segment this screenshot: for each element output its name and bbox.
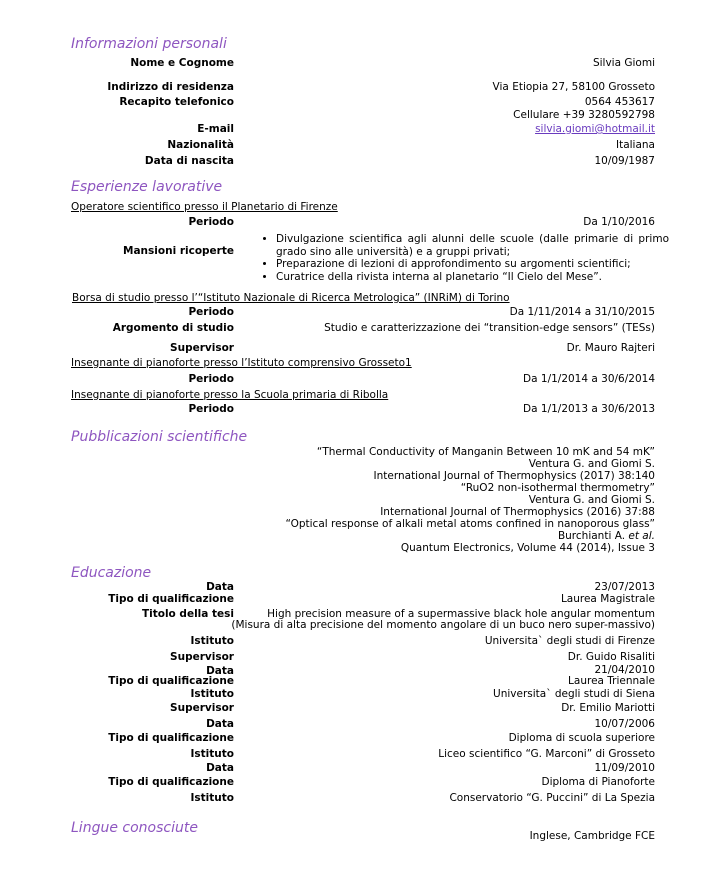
value-supervisor: Dr. Emilio Mariotti <box>561 702 655 714</box>
value-qualification: Diploma di scuola superiore <box>508 732 655 744</box>
value-thesis: High precision measure of a supermassive black hole angular momentum <box>267 608 655 620</box>
value-date: 21/04/2010 <box>594 664 655 676</box>
value-qualification: Laurea Magistrale <box>560 593 655 605</box>
authors-text: Burchianti A. <box>557 530 629 542</box>
publication-journal: Quantum Electronics, Volume 44 (2014), Issue 3 <box>400 542 655 554</box>
label-nationality: Nazionalità <box>167 139 234 151</box>
label-name: Nome e Cognome <box>130 57 234 69</box>
label-period: Periodo <box>188 216 234 228</box>
label-supervisor: Supervisor <box>170 342 234 354</box>
value-qualification: Laurea Triennale <box>568 675 655 687</box>
label-thesis: Titolo della tesi <box>141 608 234 620</box>
value-institute: Liceo scientifico “G. Marconi” di Grosseto <box>438 748 655 760</box>
value-period: Da 1/1/2013 a 30/6/2013 <box>523 403 655 415</box>
publication-authors <box>558 530 655 542</box>
section-heading-languages: Lingue conosciute <box>71 820 198 836</box>
value-supervisor: Dr. Mauro Rajteri <box>566 342 655 354</box>
value-qualification: Diploma di Pianoforte <box>541 776 655 788</box>
value-phone: 0564 453617 <box>584 96 655 108</box>
publication-authors: Ventura G. and Giomi S. <box>528 458 655 470</box>
value-birthdate: 10/09/1987 <box>594 155 655 167</box>
list-item: • Preparazione di lezioni di approfondimento su argomenti scientifici; <box>276 258 669 271</box>
label-period: Periodo <box>188 306 234 318</box>
value-address: Via Etiopia 27, 58100 Grosseto <box>492 81 655 93</box>
duties-list <box>262 233 669 283</box>
publication-title: “Optical response of alkali metal atoms confined in nanoporous glass” <box>285 518 655 530</box>
section-heading-publications: Pubblicazioni scientifiche <box>71 429 248 445</box>
label-email: E-mail <box>197 123 234 135</box>
value-period: Da 1/11/2014 a 31/10/2015 <box>509 306 655 318</box>
label-supervisor: Supervisor <box>170 651 234 663</box>
label-topic: Argomento di studio <box>112 322 234 334</box>
label-birthdate: Data di nascita <box>144 155 234 167</box>
section-heading-education: Educazione <box>71 565 152 581</box>
label-phone: Recapito telefonico <box>119 96 234 108</box>
value-supervisor: Dr. Guido Risaliti <box>567 651 655 663</box>
label-period: Periodo <box>188 403 234 415</box>
label-institute: Istituto <box>190 688 234 700</box>
value-name: Silvia Giomi <box>592 57 655 69</box>
value-period: Da 1/1/2014 a 30/6/2014 <box>523 373 655 385</box>
publication-title: “RuO2 non-isothermal thermometry” <box>460 482 655 494</box>
value-period: Da 1/10/2016 <box>583 216 655 228</box>
list-item: • Divulgazione scientifica agli alunni delle scuole (dalle primarie di primo grado sino alle università) e a gruppi privati; <box>276 233 669 258</box>
label-qualification: Tipo di qualificazione <box>108 593 234 605</box>
label-institute: Istituto <box>190 748 234 760</box>
value-institute: Conservatorio “G. Puccini” di La Spezia <box>449 792 655 804</box>
value-topic: Studio e caratterizzazione dei “transition-edge sensors” (TESs) <box>324 322 655 334</box>
publication-authors: Ventura G. and Giomi S. <box>528 494 655 506</box>
label-date: Data <box>206 762 234 774</box>
label-qualification: Tipo di qualificazione <box>108 732 234 744</box>
publication-title: “Thermal Conductivity of Manganin Between 10 mK and 54 mK” <box>316 446 655 458</box>
value-date: 10/07/2006 <box>594 718 655 730</box>
label-date: Data <box>206 581 234 593</box>
list-item: • Curatrice della rivista interna al planetario “Il Cielo del Mese”. <box>276 271 669 284</box>
job-title-ribolla: Insegnante di pianoforte presso la Scuola primaria di Ribolla <box>71 389 389 401</box>
publication-journal: International Journal of Thermophysics (2017) 38:140 <box>373 470 655 482</box>
value-nationality: Italiana <box>615 139 655 151</box>
label-supervisor: Supervisor <box>170 702 234 714</box>
label-period: Periodo <box>188 373 234 385</box>
job-title-inrim: Borsa di studio presso l’“Istituto Nazionale di Ricerca Metrologica” (INRiM) di Torino <box>72 292 510 304</box>
section-heading-personal: Informazioni personali <box>71 36 227 52</box>
label-qualification: Tipo di qualificazione <box>108 776 234 788</box>
label-duties: Mansioni ricoperte <box>123 245 234 257</box>
label-date: Data <box>206 665 234 677</box>
label-date: Data <box>206 718 234 730</box>
value-date: 11/09/2010 <box>594 762 655 774</box>
section-heading-work: Esperienze lavorative <box>71 179 223 195</box>
label-address: Indirizzo di residenza <box>107 81 234 93</box>
value-institute: Universita` degli studi di Firenze <box>484 635 655 647</box>
publication-journal: International Journal of Thermophysics (2016) 37:88 <box>380 506 655 518</box>
job-title-planetarium: Operatore scientifico presso il Planetario di Firenze <box>71 201 338 213</box>
email-link[interactable]: silvia.giomi@hotmail.it <box>535 123 655 135</box>
value-institute: Universita` degli studi di Siena <box>493 688 655 700</box>
job-title-grosseto: Insegnante di pianoforte presso l’Istituto comprensivo Grosseto1 <box>71 357 412 369</box>
value-mobile: Cellulare +39 3280592798 <box>513 109 655 121</box>
label-institute: Istituto <box>190 635 234 647</box>
value-date: 23/07/2013 <box>594 581 655 593</box>
value-languages: Inglese, Cambridge FCE <box>529 830 655 842</box>
value-thesis-translation: (Misura di alta precisione del momento angolare di un buco nero super-massivo) <box>231 619 655 631</box>
label-institute: Istituto <box>190 792 234 804</box>
authors-etal: et al. <box>628 530 655 542</box>
label-qualification: Tipo di qualificazione <box>108 675 234 687</box>
